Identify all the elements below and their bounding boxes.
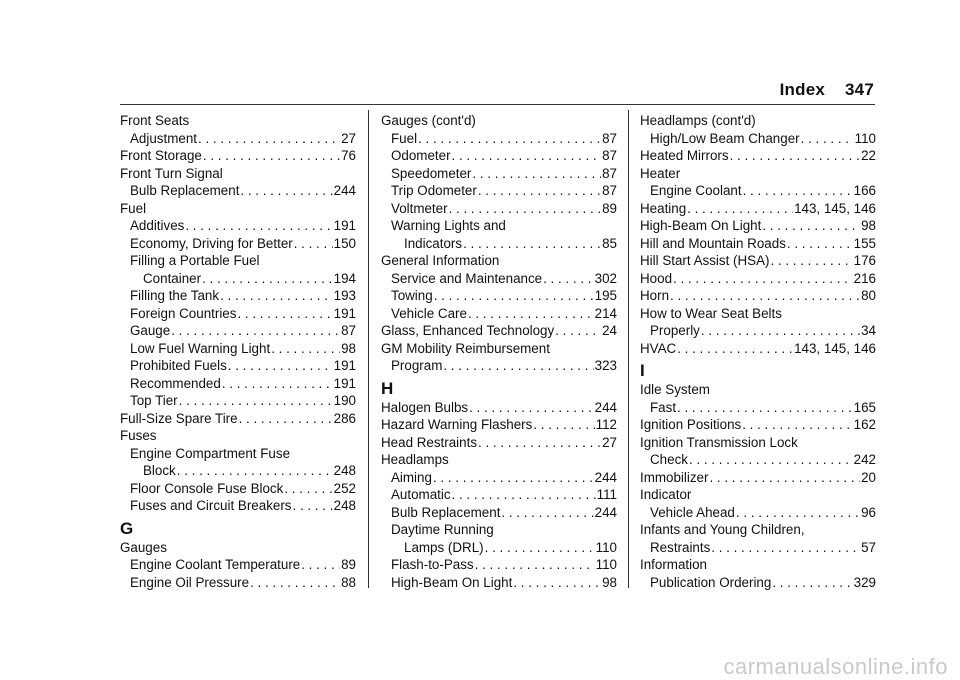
- index-entry: [640, 381, 876, 399]
- index-entry: [381, 200, 617, 218]
- entry-text: Full-Size Spare Tire: [120, 410, 238, 426]
- entry-text: Gauges: [120, 539, 167, 555]
- page-header: [780, 80, 874, 100]
- dot-leader: [452, 486, 596, 504]
- index-entry: [120, 112, 356, 130]
- page-ref: 244: [594, 399, 617, 415]
- page-ref: 24: [602, 323, 617, 338]
- entry-text: Bulb Replacement: [130, 183, 240, 198]
- entry-text: Heated Mirrors: [640, 148, 729, 163]
- index-entry: [120, 462, 356, 480]
- index-title: Index: [779, 80, 826, 99]
- index-entry: [381, 556, 617, 574]
- index-entry: [120, 200, 356, 218]
- page-ref: 190: [333, 393, 356, 408]
- entry-text: Heating: [640, 200, 687, 216]
- index-entry: [640, 556, 876, 574]
- dot-leader: [220, 287, 333, 305]
- dot-leader: [543, 270, 594, 288]
- index-column-1: [120, 112, 356, 591]
- dot-leader: [177, 462, 333, 480]
- index-entry: [381, 416, 617, 434]
- entry-text: High-Beam On Light: [640, 218, 762, 233]
- entry-text: Towing: [391, 288, 433, 303]
- dot-leader: [284, 480, 332, 498]
- dot-leader: [171, 322, 340, 340]
- entry-text: Head Restraints: [381, 434, 478, 450]
- page-ref: 242: [853, 452, 876, 467]
- watermark: carmanualsonline.info: [723, 654, 948, 679]
- index-entry: [120, 410, 356, 428]
- dot-leader: [472, 165, 601, 183]
- dot-leader: [239, 410, 333, 428]
- page-ref: 162: [853, 417, 876, 432]
- dot-leader: [443, 357, 593, 375]
- page-ref: 191: [333, 305, 356, 321]
- entry-text: Program: [391, 358, 443, 373]
- entry-text: Bulb Replacement: [391, 504, 501, 520]
- dot-leader: [449, 200, 602, 218]
- page-ref: 176: [853, 253, 876, 268]
- dot-leader: [463, 235, 601, 253]
- entry-text: Vehicle Ahead: [650, 504, 735, 520]
- dot-leader: [709, 469, 860, 487]
- dot-leader: [222, 375, 333, 393]
- index-entry: [120, 480, 356, 498]
- index-entry: [640, 434, 876, 452]
- page-ref: 87: [602, 148, 617, 163]
- dot-leader: [485, 539, 595, 557]
- page-ref: 80: [861, 288, 876, 303]
- entry-text: Vehicle Care: [391, 305, 467, 321]
- page-ref: 110: [595, 539, 617, 555]
- index-entry: [381, 574, 617, 592]
- dot-leader: [677, 340, 793, 358]
- entry-text: Engine Coolant Temperature: [130, 557, 301, 572]
- index-entry: [381, 357, 617, 375]
- dot-leader: [730, 147, 861, 165]
- dot-leader: [185, 217, 332, 235]
- index-entry: [120, 497, 356, 515]
- entry-text: Gauges (cont'd): [381, 113, 476, 128]
- page-ref: 96: [861, 504, 876, 520]
- entry-text: HVAC: [640, 340, 677, 356]
- index-entry: [640, 504, 876, 522]
- entry-text: High/Low Beam Changer: [650, 130, 800, 146]
- page-ref: 323: [594, 358, 617, 373]
- page-ref: 150: [333, 235, 356, 251]
- index-entry: [640, 287, 876, 305]
- entry-text: How to Wear Seat Belts: [640, 305, 782, 321]
- dot-leader: [770, 252, 852, 270]
- page-ref: 143, 145, 146: [794, 340, 876, 356]
- index-entry: [120, 539, 356, 557]
- index-entry: [640, 112, 876, 130]
- page-ref: 88: [341, 574, 356, 590]
- entry-text: Glass, Enhanced Technology: [381, 323, 555, 338]
- dot-leader: [179, 392, 333, 410]
- index-entry: [381, 451, 617, 469]
- index-entry: [120, 235, 356, 253]
- dot-leader: [228, 357, 333, 375]
- entry-text: Immobilizer: [640, 469, 709, 485]
- entry-text: Idle System: [640, 382, 710, 397]
- header-rule: [120, 104, 875, 105]
- entry-text: Publication Ordering: [650, 574, 772, 590]
- page-ref: 110: [854, 130, 876, 146]
- dot-leader: [533, 416, 594, 434]
- entry-text: Engine Coolant: [650, 183, 742, 198]
- index-column-2: [381, 112, 617, 591]
- page-ref: 195: [594, 288, 617, 303]
- entry-text: Warning Lights and: [391, 218, 506, 233]
- index-entry: [381, 270, 617, 288]
- index-entry: [381, 287, 617, 305]
- page-ref: 98: [341, 340, 356, 356]
- page-ref: 87: [602, 165, 617, 181]
- page-ref: 155: [853, 235, 876, 251]
- dot-leader: [687, 200, 793, 218]
- dot-leader: [469, 399, 594, 417]
- page-ref: 89: [602, 200, 617, 216]
- index-entry: [640, 399, 876, 417]
- page-ref: 194: [333, 270, 356, 286]
- index-entry: [120, 147, 356, 165]
- index-entry: [640, 305, 876, 323]
- column-divider: [628, 110, 629, 588]
- dot-leader: [294, 235, 333, 253]
- entry-text: Daytime Running: [391, 522, 494, 537]
- entry-text: Front Seats: [120, 113, 190, 128]
- page-ref: 27: [341, 130, 356, 146]
- index-entry: [640, 235, 876, 253]
- entry-text: Service and Maintenance: [391, 270, 543, 286]
- entry-text: High-Beam On Light: [391, 574, 513, 590]
- page-ref: 286: [333, 410, 356, 426]
- dot-leader: [240, 182, 332, 200]
- page-ref: 252: [333, 480, 356, 496]
- index-entry: [640, 340, 876, 358]
- index-entry: [381, 504, 617, 522]
- entry-text: Fast: [650, 399, 677, 415]
- entry-text: Automatic: [391, 487, 451, 502]
- index-entry: [120, 445, 356, 463]
- index-entry: [381, 322, 617, 340]
- index-entry: [640, 469, 876, 487]
- dot-leader: [701, 322, 860, 340]
- section-letter: H: [381, 378, 394, 398]
- dot-leader: [689, 451, 853, 469]
- page-ref: 98: [602, 574, 617, 590]
- index-entry: [640, 574, 876, 592]
- entry-text: Additives: [130, 218, 185, 233]
- entry-text: Hazard Warning Flashers: [381, 417, 533, 432]
- entry-text: Headlamps: [381, 452, 449, 467]
- entry-text: Gauge: [130, 323, 171, 338]
- index-entry: [640, 270, 876, 288]
- page-ref: 244: [333, 183, 356, 198]
- index-entry: [120, 305, 356, 323]
- entry-text: Headlamps (cont'd): [640, 113, 756, 128]
- dot-leader: [202, 270, 333, 288]
- index-entry: [381, 112, 617, 130]
- index-entry: [120, 322, 356, 340]
- entry-text: Speedometer: [391, 165, 472, 181]
- entry-text: Voltmeter: [391, 200, 448, 216]
- index-entry: [120, 556, 356, 574]
- dot-leader: [293, 497, 333, 515]
- page-ref: 329: [853, 574, 876, 590]
- index-entry: [640, 182, 876, 200]
- entry-text: Prohibited Fuels: [130, 358, 227, 373]
- page-ref: 98: [861, 218, 876, 233]
- entry-text: Fuses: [120, 428, 157, 443]
- index-entry: [120, 182, 356, 200]
- page-ref: 216: [853, 270, 876, 286]
- index-entry: [381, 165, 617, 183]
- entry-text: Fuel: [391, 130, 418, 146]
- dot-leader: [468, 305, 594, 323]
- entry-text: Trip Odometer: [391, 183, 477, 198]
- index-entry: [640, 539, 876, 557]
- dot-leader: [555, 322, 601, 340]
- dot-leader: [452, 147, 602, 165]
- entry-text: Indicators: [404, 235, 463, 251]
- entry-text: Recommended: [130, 375, 221, 391]
- index-entry: [640, 416, 876, 434]
- page-ref: 111: [596, 487, 617, 502]
- entry-text: Front Turn Signal: [120, 165, 223, 181]
- index-entry: [120, 252, 356, 270]
- entry-text: Infants and Young Children,: [640, 522, 805, 537]
- index-entry: [120, 165, 356, 183]
- entry-text: Indicator: [640, 487, 692, 502]
- dot-leader: [673, 270, 853, 288]
- index-entry: [640, 252, 876, 270]
- dot-leader: [433, 469, 594, 487]
- entry-text: General Information: [381, 253, 500, 268]
- entry-text: Container: [143, 270, 202, 286]
- entry-text: Engine Compartment Fuse: [130, 445, 291, 461]
- index-entry: [381, 252, 617, 270]
- page-ref: 20: [861, 469, 876, 485]
- column-divider: [368, 110, 369, 588]
- entry-text: Hill and Mountain Roads: [640, 235, 786, 251]
- dot-leader: [478, 434, 601, 452]
- index-entry: [381, 434, 617, 452]
- index-entry: [120, 375, 356, 393]
- dot-leader: [475, 556, 595, 574]
- entry-text: Restraints: [650, 539, 711, 555]
- index-entry: [120, 287, 356, 305]
- dot-leader: [711, 539, 860, 557]
- dot-leader: [736, 504, 860, 522]
- index-entry: [381, 486, 617, 504]
- index-column-3: [640, 112, 876, 591]
- index-entry: [120, 270, 356, 288]
- dot-leader: [742, 416, 852, 434]
- index-entry: [640, 200, 876, 218]
- entry-text: Halogen Bulbs: [381, 399, 469, 415]
- dot-leader: [250, 574, 340, 592]
- page-ref: 244: [594, 469, 617, 485]
- index-entry: [381, 147, 617, 165]
- entry-text: Fuses and Circuit Breakers: [130, 498, 292, 513]
- page-ref: 191: [333, 358, 356, 373]
- entry-text: Check: [650, 452, 688, 467]
- page-ref: 193: [333, 288, 356, 303]
- index-entry: [381, 539, 617, 557]
- entry-text: Economy, Driving for Better: [130, 235, 293, 251]
- index-entry: [640, 521, 876, 539]
- index-entry: [381, 182, 617, 200]
- page-ref: 191: [333, 218, 356, 233]
- page-ref: 248: [333, 463, 356, 478]
- dot-leader: [787, 235, 853, 253]
- dot-leader: [501, 504, 593, 522]
- page-ref: 248: [333, 498, 356, 513]
- entry-text: Filling a Portable Fuel: [130, 253, 260, 268]
- index-entry: [381, 521, 617, 539]
- page-ref: 89: [341, 557, 356, 572]
- entry-text: Filling the Tank: [130, 288, 220, 303]
- page-ref: 110: [595, 557, 617, 572]
- index-entry: [640, 130, 876, 148]
- index-entry: [640, 217, 876, 235]
- index-entry: [640, 147, 876, 165]
- index-entry: [381, 469, 617, 487]
- dot-leader: [743, 182, 853, 200]
- index-entry: [120, 130, 356, 148]
- dot-leader: [762, 217, 860, 235]
- index-entry: [120, 357, 356, 375]
- page-ref: 191: [333, 375, 356, 391]
- page-ref: 302: [594, 270, 617, 286]
- entry-text: Heater: [640, 165, 681, 181]
- index-entry: [120, 217, 356, 235]
- page-ref: 143, 145, 146: [794, 200, 876, 216]
- entry-text: Engine Oil Pressure: [130, 574, 250, 590]
- section-letter: I: [640, 361, 645, 380]
- entry-text: Hill Start Assist (HSA): [640, 253, 770, 268]
- index-entry: [120, 392, 356, 410]
- entry-text: Flash-to-Pass: [391, 557, 474, 572]
- index-entry: [120, 340, 356, 358]
- index-entry: [381, 305, 617, 323]
- entry-text: Floor Console Fuse Block: [130, 480, 284, 496]
- dot-leader: [271, 340, 340, 358]
- page-ref: 112: [595, 417, 617, 432]
- index-entry: [381, 217, 617, 235]
- entry-text: Aiming: [391, 469, 432, 485]
- entry-text: Front Storage: [120, 148, 202, 163]
- index-entry: [381, 130, 617, 148]
- dot-leader: [772, 574, 852, 592]
- page-ref: 87: [602, 183, 617, 198]
- index-entry: [640, 451, 876, 469]
- dot-leader: [478, 182, 601, 200]
- page-ref: 166: [853, 183, 876, 198]
- page-ref: 87: [602, 130, 617, 146]
- dot-leader: [418, 130, 601, 148]
- entry-text: Low Fuel Warning Light: [130, 340, 271, 356]
- entry-text: Hood: [640, 270, 673, 286]
- entry-text: Odometer: [391, 148, 451, 163]
- page-ref: 27: [602, 434, 617, 450]
- dot-leader: [203, 147, 340, 165]
- entry-text: Adjustment: [130, 130, 197, 146]
- section-letter: G: [120, 518, 134, 538]
- page-ref: 87: [341, 323, 356, 338]
- index-entry: [381, 340, 617, 358]
- entry-text: Ignition Transmission Lock: [640, 434, 798, 450]
- page-ref: 165: [853, 399, 876, 415]
- entry-text: Top Tier: [130, 393, 178, 408]
- page-ref: 34: [861, 323, 876, 338]
- entry-text: Block: [143, 463, 176, 478]
- page-number: 347: [845, 80, 874, 99]
- index-entry: [381, 235, 617, 253]
- entry-text: Information: [640, 557, 707, 572]
- index-entry: [381, 399, 617, 417]
- entry-text: Horn: [640, 288, 670, 303]
- dot-leader: [677, 399, 853, 417]
- index-entry: [640, 486, 876, 504]
- page-ref: 244: [594, 504, 617, 520]
- entry-text: Lamps (DRL): [404, 539, 484, 555]
- dot-leader: [198, 130, 340, 148]
- page-ref: 22: [861, 148, 876, 163]
- dot-leader: [237, 305, 332, 323]
- index-entry: [640, 322, 876, 340]
- page-ref: 76: [341, 148, 356, 163]
- dot-leader: [670, 287, 860, 305]
- dot-leader: [301, 556, 340, 574]
- index-entry: [640, 165, 876, 183]
- page-ref: 57: [861, 539, 876, 555]
- page-ref: 85: [602, 235, 617, 251]
- entry-text: Foreign Countries: [130, 305, 237, 321]
- dot-leader: [513, 574, 601, 592]
- dot-leader: [434, 287, 594, 305]
- entry-text: Properly: [650, 323, 700, 338]
- entry-text: Ignition Positions: [640, 417, 742, 432]
- entry-text: Fuel: [120, 200, 147, 216]
- page-ref: 214: [594, 305, 617, 321]
- entry-text: GM Mobility Reimbursement: [381, 340, 550, 356]
- index-entry: [120, 574, 356, 592]
- index-entry: [120, 427, 356, 445]
- dot-leader: [801, 130, 854, 148]
